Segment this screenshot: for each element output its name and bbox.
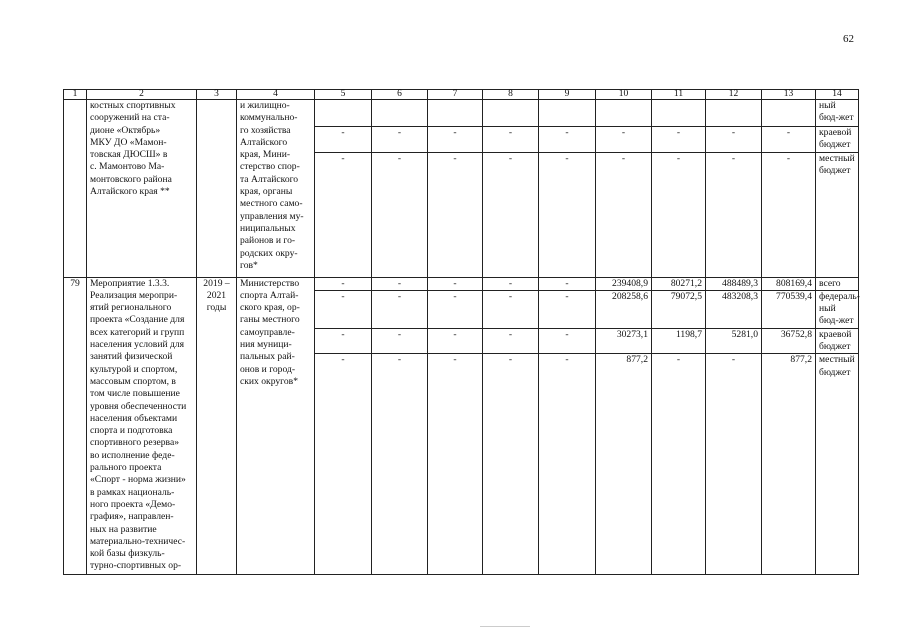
- item-name-line: спорта и подготовка: [90, 425, 173, 437]
- value-cell: [596, 100, 652, 127]
- value-cell: -: [483, 152, 539, 277]
- executor-line: та Алтайского: [240, 173, 299, 185]
- executor-cell: [237, 100, 315, 278]
- item-name-line: занятий физической: [90, 351, 173, 363]
- executor-line: ния муници-: [240, 339, 292, 351]
- scan-artifact: [480, 626, 530, 627]
- item-name-line: массовым спортом, в: [90, 375, 176, 387]
- col-header: 7: [428, 90, 483, 100]
- value-cell: -: [539, 152, 596, 277]
- value-cell: -: [483, 328, 539, 354]
- value-cell: -: [652, 354, 706, 575]
- value-cell: -: [428, 290, 483, 328]
- value-cell: -: [315, 290, 372, 328]
- value-cell: -: [539, 127, 596, 153]
- period-line: 2021: [206, 289, 227, 301]
- value-cell: -: [315, 127, 372, 153]
- executor-line: пальных рай-: [240, 351, 295, 363]
- executor-line: ских округов*: [240, 375, 298, 387]
- value-cell: [483, 100, 539, 127]
- executor-line: коммунально-: [240, 112, 298, 124]
- value-cell: 770539,4: [762, 290, 816, 328]
- col-header: 4: [237, 90, 315, 100]
- value-cell: [315, 100, 372, 127]
- value-cell: -: [652, 127, 706, 153]
- executor-line: районов и го-: [240, 235, 296, 247]
- item-name-cell: [87, 100, 197, 278]
- value-cell: 808169,4: [762, 277, 816, 290]
- value-cell: -: [539, 277, 596, 290]
- item-name-line: всех категорий и групп: [90, 326, 185, 338]
- value-cell: -: [539, 354, 596, 575]
- value-cell: [706, 100, 762, 127]
- item-name-line: Реализация меропри-: [90, 289, 178, 301]
- value-cell: [652, 100, 706, 127]
- executor-line: Министерство: [240, 277, 300, 289]
- source-cell: местный бюджет: [816, 354, 859, 575]
- value-cell: 5281,0: [706, 328, 762, 354]
- item-name-line: графия», направлен-: [90, 511, 174, 523]
- value-cell: [539, 100, 596, 127]
- value-cell: -: [428, 152, 483, 277]
- item-name-line: с. Мамонтово Ма-: [90, 161, 165, 173]
- item-name-line: костных спортивных: [90, 100, 176, 111]
- value-cell: 208258,6: [596, 290, 652, 328]
- value-cell: 79072,5: [652, 290, 706, 328]
- period-line: годы: [206, 302, 227, 314]
- value-cell: [428, 100, 483, 127]
- item-name-line: населения объектами: [90, 412, 178, 424]
- item-name-line: культурой и спортом,: [90, 363, 178, 375]
- table-row: [64, 277, 859, 290]
- item-name-line: населения условий для: [90, 339, 185, 351]
- item-name-line: проекта «Создание для: [90, 314, 185, 326]
- value-cell: 36752,8: [762, 328, 816, 354]
- item-name-line: Алтайского края **: [90, 186, 170, 198]
- period-line: 2019 –: [203, 277, 230, 289]
- period-cell: [197, 277, 237, 575]
- value-cell: [372, 100, 428, 127]
- budget-table: [63, 89, 859, 575]
- item-name-line: «Спорт - норма жизни»: [90, 474, 186, 486]
- col-header: 2: [87, 90, 197, 100]
- col-header: 14: [816, 90, 859, 100]
- item-name-line: Мероприятие 1.3.3.: [90, 277, 170, 289]
- item-name-line: сооружений на ста-: [90, 112, 170, 124]
- executor-line: края, органы: [240, 186, 293, 198]
- value-cell: -: [706, 354, 762, 575]
- executor-line: и жилищно-: [240, 100, 290, 111]
- value-cell: [762, 100, 816, 127]
- header-row: [64, 90, 859, 100]
- item-name-line: ных на развитие: [90, 523, 157, 535]
- table-row: [64, 100, 859, 127]
- value-cell: -: [483, 277, 539, 290]
- col-header: 1: [64, 90, 87, 100]
- item-name-line: кой базы физкуль-: [90, 548, 165, 560]
- executor-cell: [237, 277, 315, 575]
- value-cell: -: [315, 152, 372, 277]
- page-number: 62: [843, 33, 854, 45]
- item-name-line: монтовского района: [90, 173, 172, 185]
- value-cell: 877,2: [762, 354, 816, 575]
- value-cell: 80271,2: [652, 277, 706, 290]
- item-name-line: во исполнение феде-: [90, 449, 175, 461]
- value-cell: -: [706, 152, 762, 277]
- item-name-line: товская ДЮСШ» в: [90, 149, 168, 161]
- source-cell: ный бюд-жет: [816, 100, 859, 127]
- value-cell: -: [539, 328, 596, 354]
- col-header: 3: [197, 90, 237, 100]
- value-cell: 239408,9: [596, 277, 652, 290]
- value-cell: -: [428, 127, 483, 153]
- item-name-line: МКУ ДО «Мамон-: [90, 136, 167, 148]
- item-name-line: том числе повышение: [90, 388, 180, 400]
- source-cell: краевой бюджет: [816, 127, 859, 153]
- executor-line: ниципальных: [240, 222, 296, 234]
- source-cell: краевой бюджет: [816, 328, 859, 354]
- col-header: 5: [315, 90, 372, 100]
- executor-line: спорта Алтай-: [240, 289, 299, 301]
- period-cell: [197, 100, 237, 278]
- col-header: 13: [762, 90, 816, 100]
- item-name-line: рального проекта: [90, 462, 162, 474]
- executor-line: управления му-: [240, 210, 304, 222]
- value-cell: -: [596, 152, 652, 277]
- executor-line: онов и город-: [240, 363, 296, 375]
- value-cell: 30273,1: [596, 328, 652, 354]
- value-cell: -: [315, 277, 372, 290]
- value-cell: -: [539, 290, 596, 328]
- item-name-line: ятий регионального: [90, 302, 172, 314]
- source-cell: местный бюджет: [816, 152, 859, 277]
- item-name-line: спортивного резерва»: [90, 437, 180, 449]
- value-cell: -: [652, 152, 706, 277]
- row-number-cell: [64, 100, 87, 278]
- item-name-line: уровня обеспеченности: [90, 400, 187, 412]
- value-cell: -: [596, 127, 652, 153]
- value-cell: -: [762, 127, 816, 153]
- value-cell: 488489,3: [706, 277, 762, 290]
- executor-line: Алтайского: [240, 136, 288, 148]
- value-cell: -: [428, 277, 483, 290]
- value-cell: -: [372, 290, 428, 328]
- col-header: 8: [483, 90, 539, 100]
- item-name-line: ного проекта «Демо-: [90, 498, 176, 510]
- executor-line: гов*: [240, 259, 258, 271]
- value-cell: -: [315, 354, 372, 575]
- value-cell: 1198,7: [652, 328, 706, 354]
- item-name-line: в рамках националь-: [90, 486, 175, 498]
- value-cell: -: [372, 127, 428, 153]
- source-cell: всего: [816, 277, 859, 290]
- executor-line: родских окру-: [240, 247, 298, 259]
- value-cell: -: [706, 127, 762, 153]
- value-cell: -: [315, 328, 372, 354]
- value-cell: -: [372, 328, 428, 354]
- col-header: 10: [596, 90, 652, 100]
- value-cell: -: [428, 328, 483, 354]
- executor-line: местного само-: [240, 198, 303, 210]
- value-cell: -: [428, 354, 483, 575]
- value-cell: -: [483, 127, 539, 153]
- col-header: 9: [539, 90, 596, 100]
- col-header: 6: [372, 90, 428, 100]
- value-cell: -: [372, 152, 428, 277]
- executor-line: самоуправле-: [240, 326, 295, 338]
- executor-line: края, Мини-: [240, 149, 291, 161]
- value-cell: -: [483, 354, 539, 575]
- item-name-line: турно-спортивных ор-: [90, 560, 182, 572]
- source-cell: федераль-ный бюд-жет: [816, 290, 859, 328]
- item-name-cell: [87, 277, 197, 575]
- value-cell: 483208,3: [706, 290, 762, 328]
- value-cell: -: [762, 152, 816, 277]
- value-cell: -: [483, 290, 539, 328]
- item-name-line: дионе «Октябрь»: [90, 124, 161, 136]
- row-number-cell: 79: [64, 277, 87, 575]
- item-name-line: материально-техничес-: [90, 535, 186, 547]
- executor-line: ского края, ор-: [240, 302, 300, 314]
- executor-line: стерство спор-: [240, 161, 300, 173]
- executor-line: ганы местного: [240, 314, 300, 326]
- col-header: 12: [706, 90, 762, 100]
- executor-line: го хозяйства: [240, 124, 291, 136]
- value-cell: -: [372, 277, 428, 290]
- value-cell: 877,2: [596, 354, 652, 575]
- value-cell: -: [372, 354, 428, 575]
- col-header: 11: [652, 90, 706, 100]
